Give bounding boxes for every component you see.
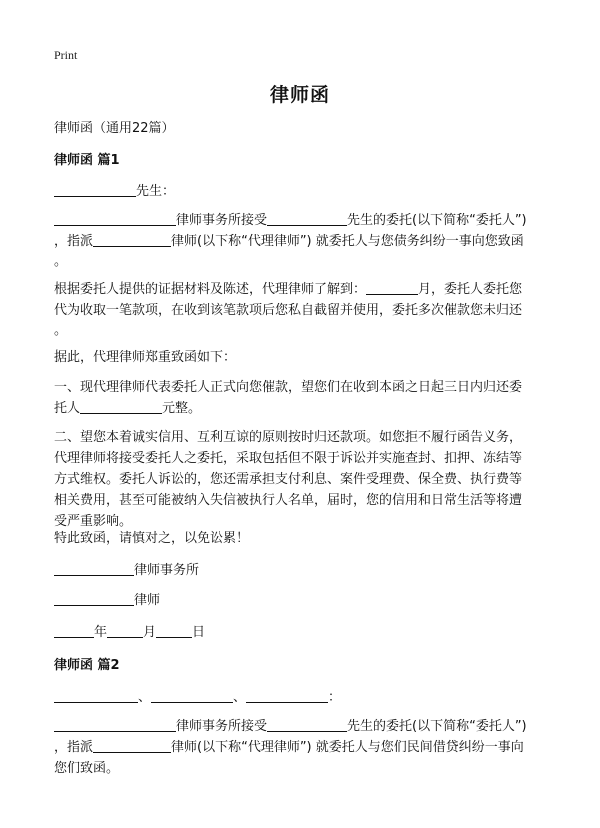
text-span: 律师事务所接受 <box>176 719 268 734</box>
text-span: 、 <box>233 690 247 705</box>
text-span: 律师(以下称“代理律师”) 就委托人与您债务纠纷一事向您致函 <box>171 234 524 249</box>
paragraph-1-line-1 <box>54 210 554 232</box>
paragraph-1-line-2 <box>54 231 554 253</box>
paragraph-2-line-1 <box>54 279 554 301</box>
text-span: 元整。 <box>162 401 202 416</box>
blank-field <box>54 182 136 197</box>
signature-lawyer-line <box>54 590 554 612</box>
text-span: 月，委托人委托您 <box>418 282 523 297</box>
text-span: 托人 <box>54 401 81 416</box>
text-span: 根据委托人提供的证据材料及陈述，代理律师了解到： <box>54 282 367 297</box>
paragraph-5-line-3: 方式维权。委托人诉讼的，您还需承担支付利息、案件受理费、保全费、执行费等 <box>54 472 523 487</box>
paragraph-5-line-4: 相关费用，甚至可能被纳入失信被执行人名单，届时，您的信用和日常生活等将遭 <box>54 493 523 508</box>
paragraph-2-line-3: 。 <box>54 323 68 338</box>
salutation-line <box>54 181 554 203</box>
paragraph-5-line-1: 二、望您本着诚实信用、互利互谅的原则按时归还款项。如您拒不履行函告义务， <box>54 430 523 445</box>
section-2-paragraph-1-line-1 <box>54 716 554 738</box>
paragraph-5-line-5: 受严重影响。 <box>54 514 133 529</box>
signature-firm-line <box>54 560 554 582</box>
section-2-paragraph-1-line-3: 您们致函。 <box>54 761 120 776</box>
text-span: 先生的委托(以下简称“委托人”) <box>347 719 527 734</box>
paragraph-1-line-3: 。 <box>54 254 68 269</box>
text-span: 律师事务所 <box>134 563 200 578</box>
text-span: 年 <box>94 625 108 640</box>
text-span: ，指派 <box>54 234 94 249</box>
addressee-line <box>54 687 554 709</box>
document-subtitle: 律师函（通用22篇） <box>54 121 175 136</box>
paragraph-6: 特此致函，请慎对之，以免讼累！ <box>54 531 250 546</box>
blank-field <box>54 688 138 703</box>
blank-field <box>54 717 176 732</box>
blank-field <box>267 211 347 226</box>
text-span: ： <box>328 690 342 705</box>
blank-field <box>54 591 134 606</box>
blank-field <box>54 623 94 638</box>
blank-field <box>80 399 162 414</box>
paragraph-4-line-2 <box>54 398 554 420</box>
blank-field <box>54 561 134 576</box>
blank-field <box>366 280 418 295</box>
text-span: 律师 <box>134 593 161 608</box>
blank-field <box>107 623 143 638</box>
text-span: ，指派 <box>54 740 94 755</box>
blank-field <box>54 211 176 226</box>
date-line <box>54 622 554 644</box>
blank-field <box>267 717 347 732</box>
blank-field <box>156 623 192 638</box>
section-1-heading: 律师函 篇1 <box>54 153 120 168</box>
print-label[interactable]: Print <box>54 48 78 62</box>
text-span: 、 <box>138 690 152 705</box>
blank-field <box>246 688 328 703</box>
paragraph-5-line-2: 代理律师将接受委托人之委托，采取包括但不限于诉讼并实施查封、扣押、冻结等 <box>54 451 523 466</box>
paragraph-4-line-1: 一、现代理律师代表委托人正式向您催款，望您们在收到本函之日起三日内归还委 <box>54 380 523 395</box>
text-span: 日 <box>192 625 206 640</box>
text-span: 律师(以下称“代理律师”) 就委托人与您们民间借贷纠纷一事向 <box>171 740 524 755</box>
salutation-suffix: 先生： <box>136 184 176 199</box>
section-2-heading: 律师函 篇2 <box>54 658 120 673</box>
blank-field <box>93 738 171 753</box>
text-span: 律师事务所接受 <box>176 213 268 228</box>
paragraph-2-line-2: 代为收取一笔款项，在收到该笔款项后您私自截留并使用，委托多次催款您未归还 <box>54 303 523 318</box>
section-2-paragraph-1-line-2 <box>54 737 554 759</box>
page-title: 律师函 <box>269 84 330 106</box>
text-span: 先生的委托(以下简称“委托人”) <box>347 213 527 228</box>
text-span: 月 <box>143 625 157 640</box>
blank-field <box>151 688 233 703</box>
blank-field <box>93 232 171 247</box>
paragraph-3: 据此，代理律师郑重致函如下： <box>54 350 237 365</box>
